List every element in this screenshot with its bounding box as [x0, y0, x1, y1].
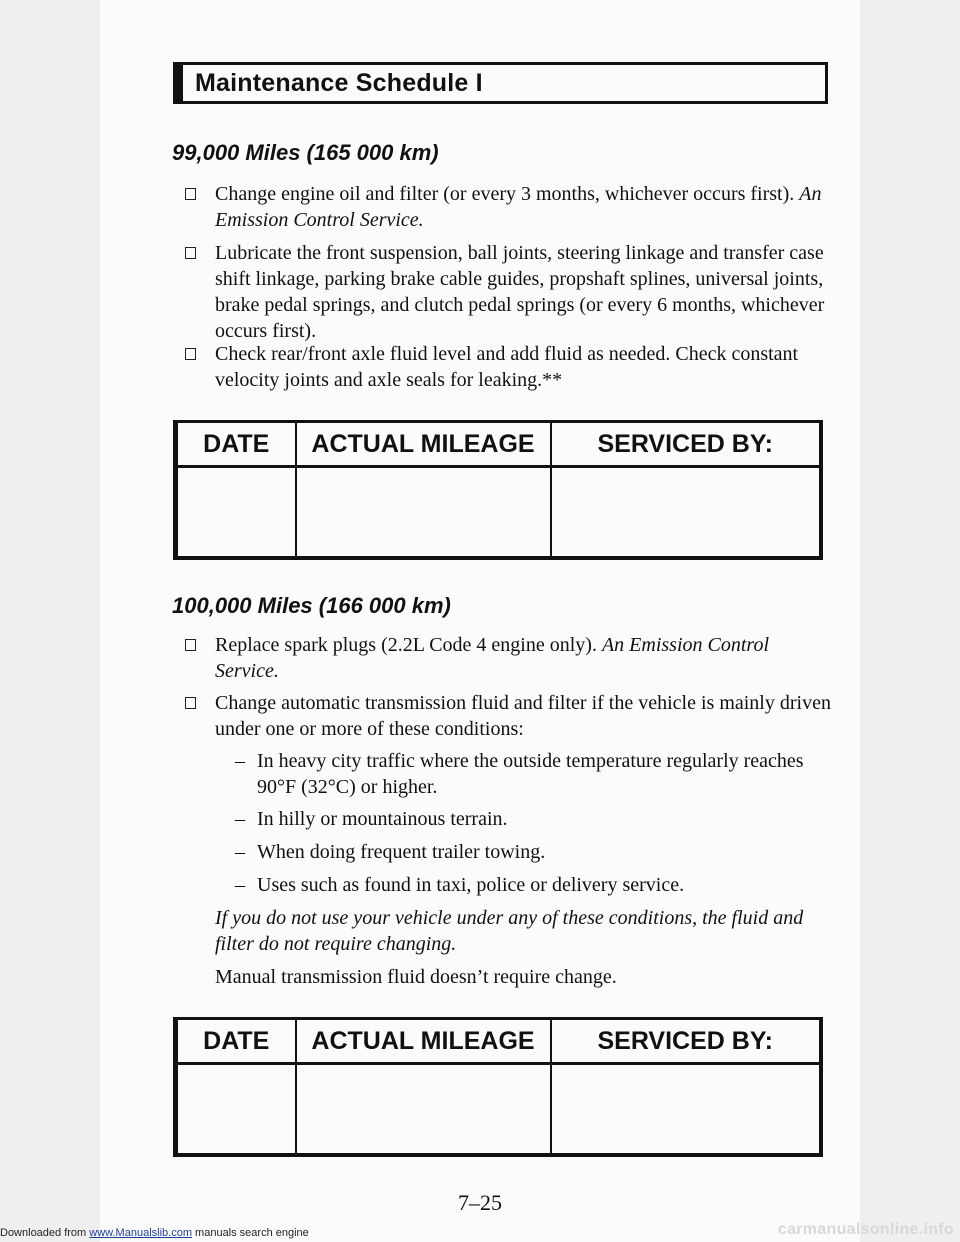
footer-suffix: manuals search engine — [195, 1227, 309, 1239]
page-margin-left — [0, 0, 100, 1242]
item-text: Lubricate the front suspension, ball joints, steering linkage and transfer case shift linkage, parking brake cable guides, propshaft splines, universal joints, brake pedal springs, and clutch pedal springs (or every 6 months, whichever occurs first). — [215, 242, 825, 342]
service-log-table — [173, 420, 823, 560]
column-header-actual-mileage: ACTUAL MILEAGE — [296, 422, 551, 467]
footer-prefix: Downloaded from — [0, 1227, 87, 1239]
checkbox-icon[interactable] — [185, 697, 196, 709]
dash-bullet: – — [235, 750, 245, 772]
dash-bullet: – — [235, 841, 245, 863]
service-log-table — [173, 1017, 823, 1157]
condition-text: In heavy city traffic where the outside temperature regularly reaches 90°F (32°C) or higher. — [257, 750, 804, 798]
column-header-date: DATE — [176, 422, 296, 467]
item-text: Change automatic transmission fluid and filter if the vehicle is mainly driven under one or more of these conditions: — [215, 692, 831, 740]
condition-text: Uses such as found in taxi, police or delivery service. — [257, 874, 685, 896]
table-row — [176, 467, 822, 559]
column-header-serviced-by: SERVICED BY: — [551, 1019, 822, 1064]
checkbox-icon[interactable] — [185, 348, 196, 360]
serviced-by-cell[interactable] — [551, 467, 822, 559]
table-row — [176, 1064, 822, 1156]
serviced-by-cell[interactable] — [551, 1064, 822, 1156]
page-number: 7–25 — [458, 1190, 502, 1215]
manualslib-link[interactable]: www.Manualslib.com — [89, 1227, 192, 1239]
section-heading-100000: 100,000 Miles (166 000 km) — [172, 593, 451, 618]
checkbox-icon[interactable] — [185, 188, 196, 200]
dash-bullet: – — [235, 874, 245, 896]
mileage-cell[interactable] — [296, 467, 551, 559]
item-text: Replace spark plugs (2.2L Code 4 engine only). — [215, 634, 597, 656]
condition-text: When doing frequent trailer towing. — [257, 841, 546, 863]
manual-transmission-note: Manual transmission fluid doesn’t require change. — [215, 966, 617, 988]
table-header-row — [176, 422, 822, 467]
download-footer — [0, 1227, 309, 1239]
item-text: Change engine oil and filter (or every 3 months, whichever occurs first). — [215, 183, 795, 205]
page-header-title: Maintenance Schedule I — [195, 68, 483, 97]
dash-bullet: – — [235, 808, 245, 830]
table-header-row — [176, 1019, 822, 1064]
page-margin-right — [860, 0, 960, 1242]
mileage-cell[interactable] — [296, 1064, 551, 1156]
item-note: An Emission Control Service. — [215, 183, 822, 231]
checkbox-icon[interactable] — [185, 247, 196, 259]
watermark: carmanualsonline.info — [777, 1221, 954, 1238]
date-cell[interactable] — [176, 467, 296, 559]
conditions-note: If you do not use your vehicle under any of these conditions, the fluid and filter do not require changing. — [215, 907, 804, 955]
date-cell[interactable] — [176, 1064, 296, 1156]
section-heading-99000: 99,000 Miles (165 000 km) — [172, 140, 439, 165]
condition-text: In hilly or mountainous terrain. — [257, 808, 508, 830]
item-text: Check rear/front axle fluid level and add fluid as needed. Check constant velocity joints and axle seals for leaking.** — [215, 343, 799, 391]
column-header-date: DATE — [176, 1019, 296, 1064]
column-header-serviced-by: SERVICED BY: — [551, 422, 822, 467]
column-header-actual-mileage: ACTUAL MILEAGE — [296, 1019, 551, 1064]
page-header — [173, 62, 828, 104]
checkbox-icon[interactable] — [185, 639, 196, 651]
item-note: An Emission Control Service. — [215, 634, 770, 682]
